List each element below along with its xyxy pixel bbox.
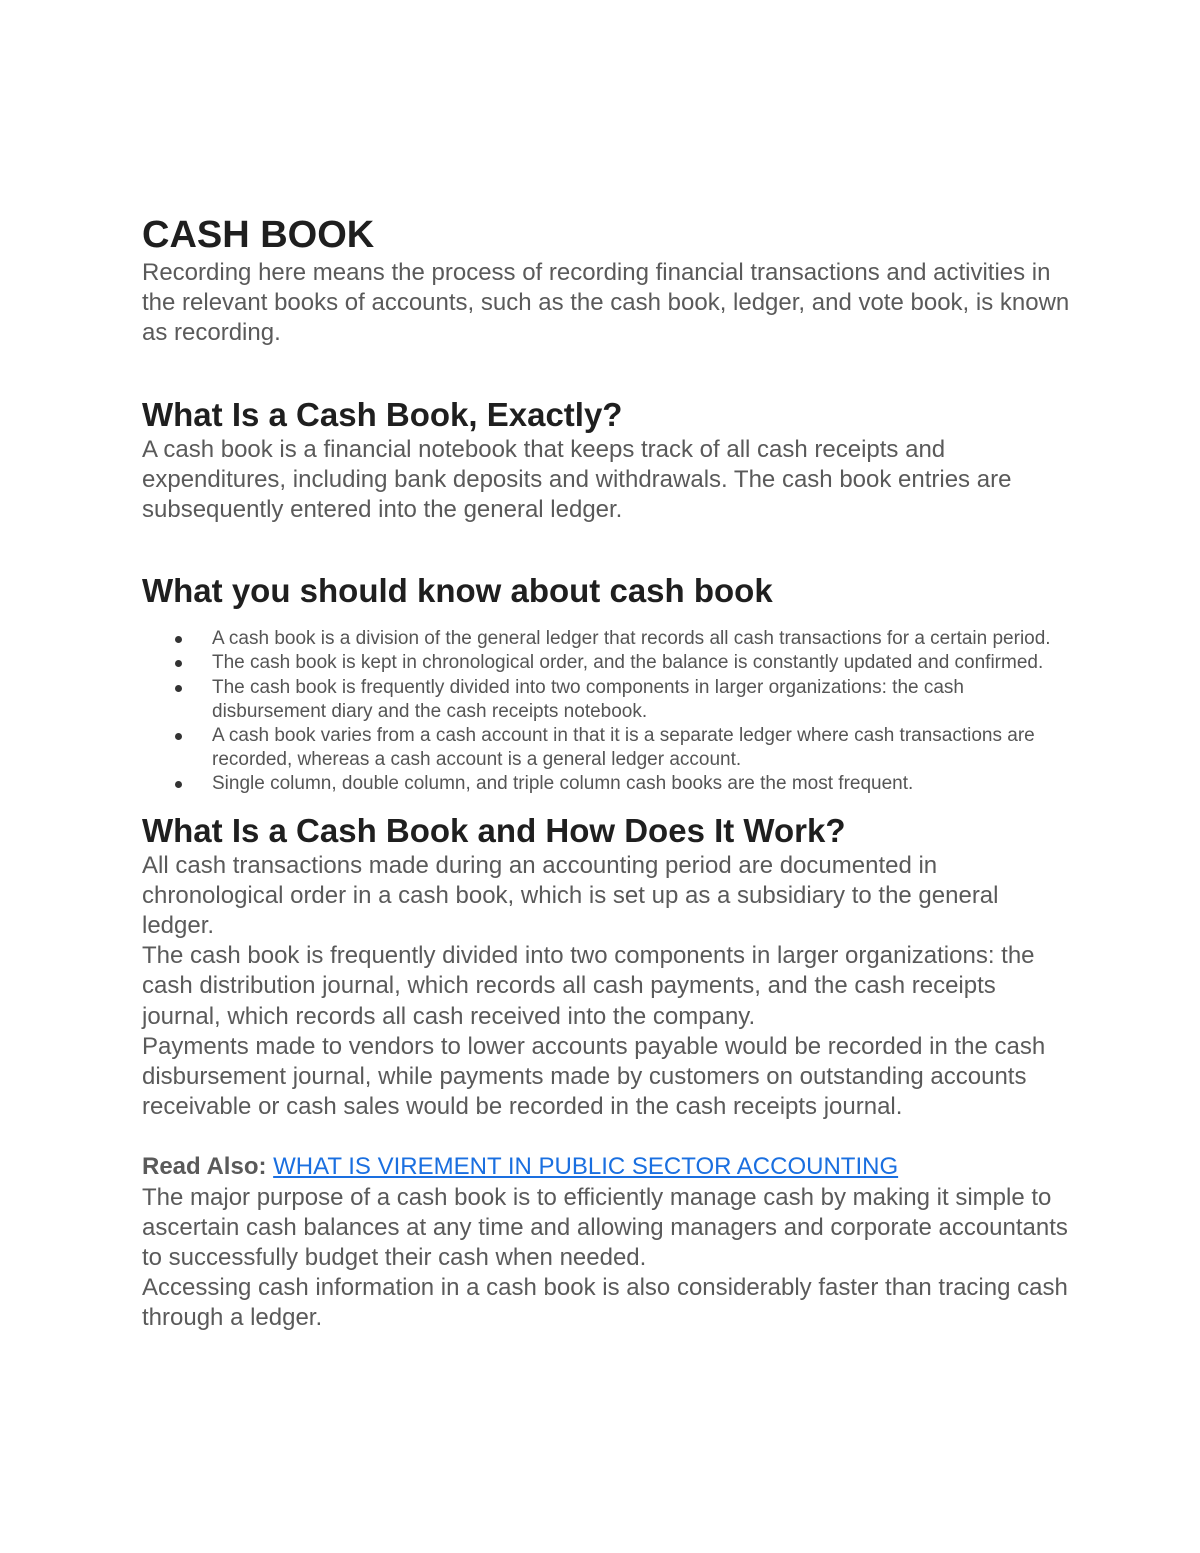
- list-item: [212, 676, 1072, 724]
- read-also-line: [142, 1152, 1072, 1182]
- intro-paragraph: Recording here means the process of recording financial transactions and activities in the relevant books of accounts, such as the cash book, ledger, and vote book, is known as recording.: [142, 259, 1070, 347]
- section3-paragraph-1: All cash transactions made during an accounting period are documented in chronological order in a cash book, which is set up as a subsidiary to the general ledger.: [142, 851, 999, 940]
- closing-paragraph-1: The major purpose of a cash book is to efficiently manage cash by making it simple to ascertain cash balances at any time and allowing managers and corporate accountants to successfully budget their cash when needed.: [142, 1183, 1068, 1272]
- section-heading-what-you-should-know: What you should know about cash book: [142, 572, 773, 610]
- section1-paragraph: A cash book is a financial notebook that keeps track of all cash receipts and expenditures, including bank deposits and withdrawals. The cash book entries are subsequently entered into the general ledger.: [142, 435, 1012, 524]
- bullet-icon: [175, 781, 182, 788]
- list-item: [212, 772, 1072, 796]
- bullet-icon: [175, 685, 182, 692]
- section-heading-how-does-it-work: What Is a Cash Book and How Does It Work?: [142, 811, 846, 849]
- bullet-icon: [175, 733, 182, 740]
- closing-paragraph-2: Accessing cash information in a cash book is also considerably faster than tracing cash through a ledger.: [142, 1274, 1068, 1332]
- read-also-label: Read Also:: [142, 1153, 267, 1181]
- list-item: [212, 724, 1072, 772]
- list-item-text: The cash book is kept in chronological order, and the balance is constantly updated and confirmed.: [212, 652, 1044, 674]
- section-heading-what-is-cash-book: What Is a Cash Book, Exactly?: [142, 395, 623, 433]
- list-item: [212, 627, 1072, 651]
- read-also-link[interactable]: WHAT IS VIREMENT IN PUBLIC SECTOR ACCOUNTING: [273, 1153, 899, 1181]
- document-title: CASH BOOK: [142, 214, 375, 256]
- bullet-icon: [175, 636, 182, 643]
- list-item-text: The cash book is frequently divided into two components in larger organizations: the cash disbursement diary and the cash receipts notebook.: [212, 676, 964, 722]
- document-page: [142, 212, 1072, 1334]
- list-item: [212, 651, 1072, 675]
- bullet-list: [142, 627, 1072, 796]
- section3-paragraph-3: Payments made to vendors to lower accounts payable would be recorded in the cash disbursement journal, while payments made by customers on outstanding accounts receivable or cash sales would be recorded in the cash receipts journal.: [142, 1032, 1046, 1121]
- list-item-text: A cash book is a division of the general ledger that records all cash transactions for a certain period.: [212, 628, 1051, 650]
- bullet-icon: [175, 660, 182, 667]
- list-item-text: Single column, double column, and triple column cash books are the most frequent.: [212, 773, 914, 795]
- section3-paragraph-2: The cash book is frequently divided into two components in larger organizations: the cash distribution journal, which records all cash payments, and the cash receipts journal, which records all cash received into the company.: [142, 942, 1035, 1030]
- list-item-text: A cash book varies from a cash account in that it is a separate ledger where cash transactions are recorded, whereas a cash account is a general ledger account.: [212, 725, 1035, 771]
